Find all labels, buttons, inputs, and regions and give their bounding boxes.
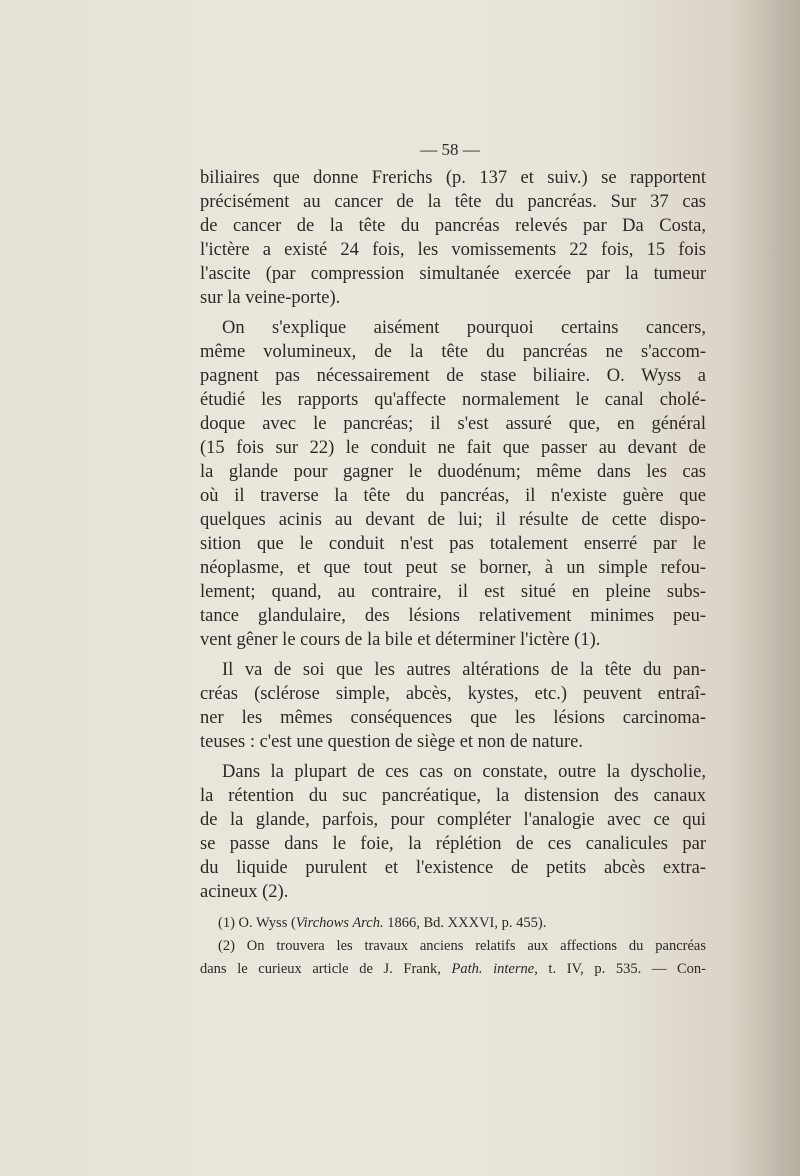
footnote-2-line-2 bbox=[200, 958, 706, 981]
footnote-text: (1) O. Wyss ( bbox=[218, 915, 296, 931]
paragraph-2 bbox=[200, 316, 706, 652]
page-edge-shadow bbox=[730, 0, 800, 1176]
footnote-2-line-1: (2) On trouvera les travaux anciens relatifs aux affections du pancréas bbox=[218, 938, 706, 954]
paragraph-4 bbox=[200, 760, 706, 904]
text-line: acineux (2). bbox=[200, 882, 289, 902]
text-line: biliaires que donne Frerichs (p. 137 et suiv.) se rapportent bbox=[200, 168, 706, 188]
text-line: se passe dans le foie, la réplétion de ces canalicules par bbox=[200, 834, 706, 854]
text-line: lement; quand, au contraire, il est situé en pleine subs- bbox=[200, 582, 706, 602]
text-line: la glande pour gagner le duodénum; même dans les cas bbox=[200, 462, 706, 482]
text-line: du liquide purulent et l'existence de petits abcès extra- bbox=[200, 858, 706, 878]
text-line: Dans la plupart de ces cas on constate, outre la dyscholie, bbox=[222, 762, 706, 782]
footnote-1 bbox=[200, 912, 706, 935]
text-line: teuses : c'est une question de siège et non de nature. bbox=[200, 732, 583, 752]
text-line: Il va de soi que les autres altérations de la tête du pan- bbox=[222, 660, 706, 680]
text-line: l'ictère a existé 24 fois, les vomissements 22 fois, 15 fois bbox=[200, 240, 706, 260]
text-line: de cancer de la tête du pancréas relevés par Da Costa, bbox=[200, 216, 706, 236]
text-line: de la glande, parfois, pour compléter l'analogie avec ce qui bbox=[200, 810, 706, 830]
main-text bbox=[200, 166, 706, 910]
text-line: la rétention du suc pancréatique, la distension des canaux bbox=[200, 786, 706, 806]
footnote-text: , t. IV, p. 535. — Con- bbox=[534, 961, 706, 977]
text-line: sition que le conduit n'est pas totalement enserré par le bbox=[200, 534, 706, 554]
text-line: (15 fois sur 22) le conduit ne fait que passer au devant de bbox=[200, 438, 706, 458]
text-line: créas (sclérose simple, abcès, kystes, etc.) peuvent entraî- bbox=[200, 684, 706, 704]
text-line: quelques acinis au devant de lui; il résulte de cette dispo- bbox=[200, 510, 706, 530]
page-number: — 58 — bbox=[420, 140, 480, 159]
text-line: néoplasme, et que tout peut se borner, à un simple refou- bbox=[200, 558, 706, 578]
text-line: même volumineux, de la tête du pancréas ne s'accom- bbox=[200, 342, 706, 362]
paragraph-3 bbox=[200, 658, 706, 754]
footnote-italic: Path. interne bbox=[451, 961, 535, 977]
text-line: vent gêner le cours de la bile et déterminer l'ictère (1). bbox=[200, 630, 601, 650]
footnote-text: dans le curieux article de J. Frank, bbox=[200, 961, 452, 977]
footnote-text: 1866, Bd. XXXVI, p. 455). bbox=[383, 915, 547, 931]
footnote-italic: Virchows Arch. bbox=[295, 915, 384, 931]
text-line: tance glandulaire, des lésions relativement minimes peu- bbox=[200, 606, 706, 626]
footnotes bbox=[200, 912, 706, 981]
text-line: sur la veine-porte). bbox=[200, 288, 341, 308]
text-line: l'ascite (par compression simultanée exercée par la tumeur bbox=[200, 264, 706, 284]
text-line: où il traverse la tête du pancréas, il n'existe guère que bbox=[200, 486, 706, 506]
text-line: doque avec le pancréas; il s'est assuré que, en général bbox=[200, 414, 706, 434]
text-line: On s'explique aisément pourquoi certains cancers, bbox=[222, 318, 706, 338]
text-line: étudié les rapports qu'affecte normalement le canal cholé- bbox=[200, 390, 706, 410]
text-line: ner les mêmes conséquences que les lésions carcinoma- bbox=[200, 708, 706, 728]
paragraph-1 bbox=[200, 166, 706, 310]
text-line: pagnent pas nécessairement de stase biliaire. O. Wyss a bbox=[200, 366, 706, 386]
text-line: précisément au cancer de la tête du pancréas. Sur 37 cas bbox=[200, 192, 706, 212]
